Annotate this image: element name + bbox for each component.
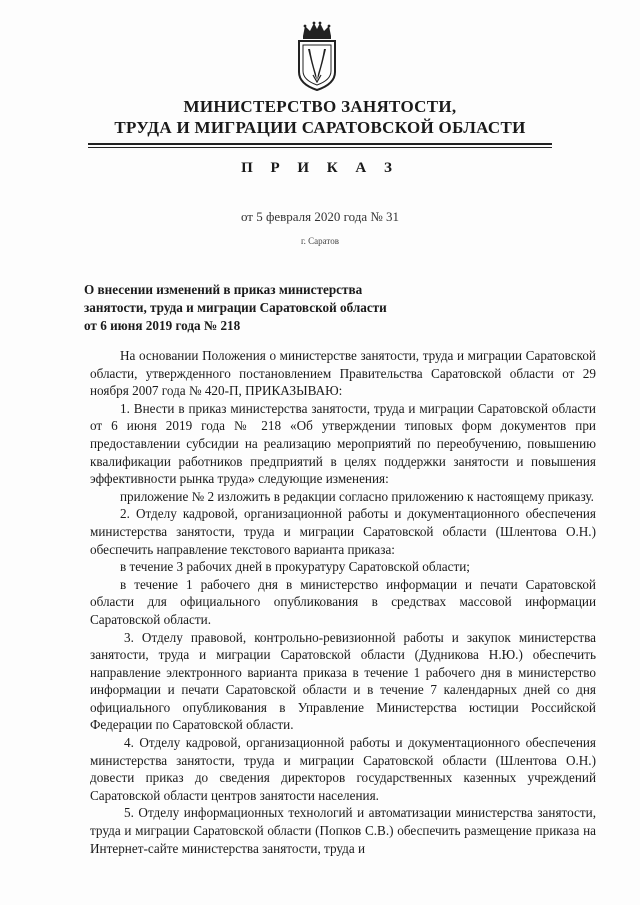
item-5-paragraph: 5. Отделу информационных технологий и автоматизации министерства занятости, труда и миграции Саратовской области (Попков С.В.) обеспечить размещение приказа на Интернет-сайте министерства занятости, труда и <box>90 805 596 856</box>
document-body <box>90 347 596 857</box>
item-3-paragraph: 3. Отделу правовой, контрольно-ревизионной работы и закупок министерства занятости, труда и миграции Саратовской области (Дудникова Н.Ю.) обеспечить направление электронного варианта приказа в течение 1 рабочего дня в министерство информации и печати Саратовской области и в течение 7 календарных дней со дня официального опубликования в Управление Министерства юстиции Российской Федерации по Саратовской области. <box>90 629 596 733</box>
header-rule-thick <box>88 143 552 145</box>
item-2-paragraph: 2. Отделу кадровой, организационной работы и документационного обеспечения министерства занятости, труда и миграции Саратовской области (Шлентова О.Н.) обеспечить направление текстового варианта приказа: <box>90 506 596 557</box>
header-rule-thin <box>88 147 552 148</box>
subject-line: занятости, труда и миграции Саратовской области <box>84 300 387 315</box>
item-2-sub-a-paragraph: в течение 3 рабочих дней в прокуратуру Саратовской области; <box>120 559 470 575</box>
document-city: г. Саратов <box>301 236 339 246</box>
document-type-title: П Р И К А З <box>241 160 399 176</box>
document-date-number: от 5 февраля 2020 года № 31 <box>240 209 400 224</box>
subject-line: О внесении изменений в приказ министерства <box>84 282 363 297</box>
coat-of-arms-icon <box>295 20 339 92</box>
item-1-paragraph: 1. Внести в приказ министерства занятости, труда и миграции Саратовской области от 6 июня 2019 года № 218 «Об утверждении типовых форм документов при предоставлении субсидии на реализацию мероприятий по переобучению, повышению квалификации работников предприятий в целях поддержки занятости и повышения эффективности рынка труда» следующие изменения: <box>90 400 596 487</box>
item-4-paragraph: 4. Отделу кадровой, организационной работы и документационного обеспечения министерства занятости, труда и миграции Саратовской области (Шлентова О.Н.) довести приказ до сведения директоров государственных казенных учреждений Саратовской области центров занятости населения. <box>90 735 596 803</box>
item-2-sub-b-paragraph: в течение 1 рабочего дня в министерство информации и печати Саратовской области для официального опубликования в средствах массовой информации Саратовской области. <box>90 576 596 627</box>
preamble-paragraph: На основании Положения о министерстве занятости, труда и миграции Саратовской области, утвержденного постановлением Правительства Саратовской области от 29 ноября 2007 года № 420-П, ПРИКАЗЫВАЮ: <box>90 348 596 399</box>
ministry-name-line-2: ТРУДА И МИГРАЦИИ САРАТОВСКОЙ ОБЛАСТИ <box>114 118 526 137</box>
item-1-detail-paragraph: приложение № 2 изложить в редакции согласно приложению к настоящему приказу. <box>120 488 594 504</box>
subject-line: от 6 июня 2019 года № 218 <box>84 318 241 333</box>
document-subject <box>84 281 444 335</box>
ministry-name-line-1: МИНИСТЕРСТВО ЗАНЯТОСТИ, <box>183 97 457 116</box>
